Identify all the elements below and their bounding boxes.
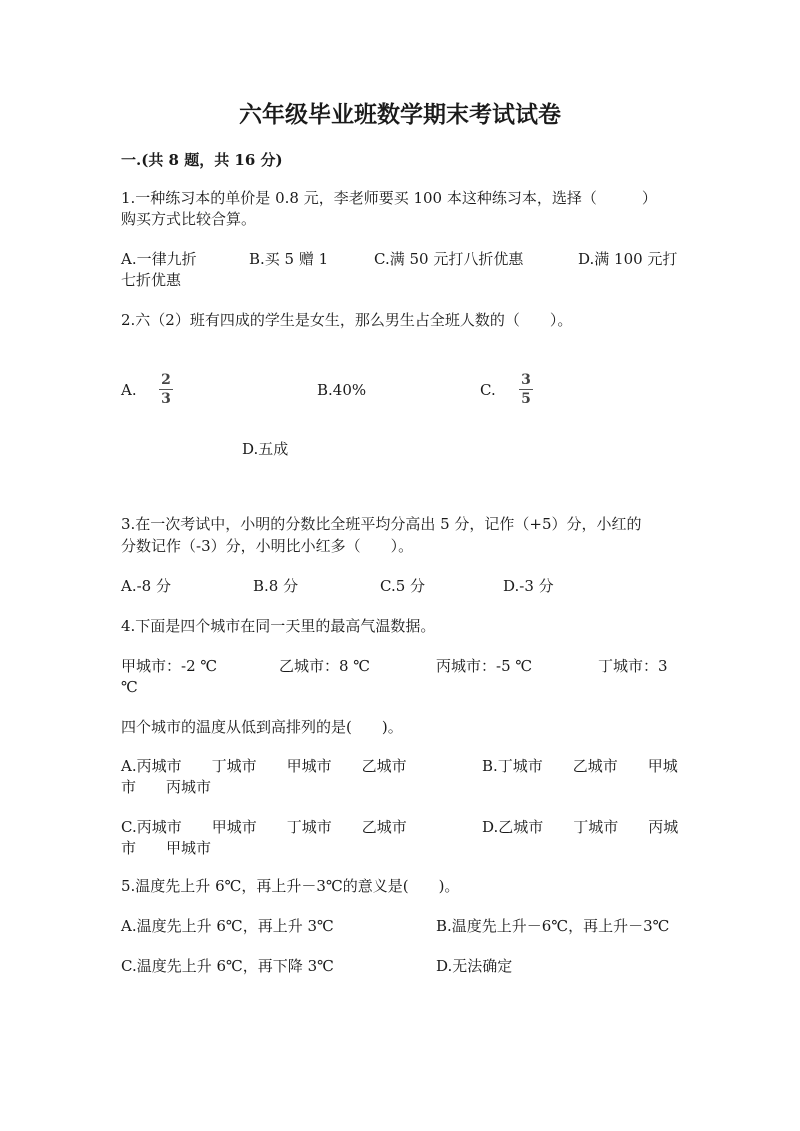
q5-option-b: B.温度先上升－6℃，再上升－3℃ xyxy=(436,917,670,935)
q3-option-c: C.5 分 xyxy=(380,577,426,595)
q1-option-b: B.买 5 赠 1 xyxy=(249,250,329,268)
q4-option-d-line1: D.乙城市 丁城市 丙城 xyxy=(482,818,679,836)
q3-option-a: A.-8 分 xyxy=(121,577,171,595)
q4-option-d-line2: 市 甲城市 xyxy=(121,839,212,857)
q3-option-d: D.-3 分 xyxy=(503,577,554,595)
q3-stem-line1: 3.在一次考试中，小明的分数比全班平均分高出 5 分，记作（+5）分，小红的 xyxy=(121,515,642,533)
q1-option-d-line2: 七折优惠 xyxy=(121,271,182,289)
q4-city-yi: 乙城市：8 ℃ xyxy=(279,657,371,675)
q4-city-jia: 甲城市：-2 ℃ xyxy=(121,657,218,675)
q4-city-ding: 丁城市：3 xyxy=(598,657,668,675)
q4-stem: 4.下面是四个城市在同一天里的最高气温数据。 xyxy=(121,617,436,635)
q2-option-a-label: A. xyxy=(121,381,137,399)
q1-stem-line2: 购买方式比较合算。 xyxy=(121,210,257,228)
q5-option-a: A.温度先上升 6℃，再上升 3℃ xyxy=(121,917,334,935)
q4-city-bing: 丙城市：-5 ℃ xyxy=(436,657,533,675)
q1-option-a: A.一律九折 xyxy=(121,250,197,268)
q5-stem: 5.温度先上升 6℃，再上升－3℃的意义是( )。 xyxy=(121,877,460,895)
q4-city-ding-unit: ℃ xyxy=(121,678,138,696)
q3-stem-line2: 分数记作（-3）分，小明比小红多（ ）。 xyxy=(121,537,414,555)
q4-option-b-line2: 市 丙城市 xyxy=(121,778,212,796)
q2-option-c-denominator: 5 xyxy=(521,391,531,407)
q4-question: 四个城市的温度从低到高排列的是( )。 xyxy=(121,718,403,736)
q4-option-a: A.丙城市 丁城市 甲城市 乙城市 xyxy=(121,757,407,775)
q5-option-c: C.温度先上升 6℃，再下降 3℃ xyxy=(121,957,334,975)
q1-stem-line1: 1.一种练习本的单价是 0.8 元，李老师要买 100 本这种练习本，选择（ ） xyxy=(121,189,657,207)
q2-option-c-numerator: 3 xyxy=(521,372,531,388)
q2-option-b: B.40% xyxy=(317,381,367,399)
fraction-bar xyxy=(519,389,533,390)
q2-option-c-label: C. xyxy=(480,381,496,399)
q2-stem: 2.六（2）班有四成的学生是女生，那么男生占全班人数的（ ）。 xyxy=(121,311,573,329)
q2-option-a-numerator: 2 xyxy=(161,372,171,388)
section-heading: 一.(共 8 题，共 16 分) xyxy=(121,151,283,169)
q2-option-a-fraction xyxy=(156,372,176,407)
q1-option-c: C.满 50 元打八折优惠 xyxy=(374,250,524,268)
q2-option-a-denominator: 3 xyxy=(161,391,171,407)
q3-option-b: B.8 分 xyxy=(253,577,299,595)
q2-option-d: D.五成 xyxy=(242,440,289,458)
q1-option-d-line1: D.满 100 元打 xyxy=(578,250,678,268)
q2-option-c-fraction xyxy=(516,372,536,407)
exam-title: 六年级毕业班数学期末考试试卷 xyxy=(239,101,561,128)
fraction-bar xyxy=(159,389,173,390)
q5-option-d: D.无法确定 xyxy=(436,957,513,975)
q4-option-c: C.丙城市 甲城市 丁城市 乙城市 xyxy=(121,818,407,836)
q4-option-b-line1: B.丁城市 乙城市 甲城 xyxy=(482,757,678,775)
